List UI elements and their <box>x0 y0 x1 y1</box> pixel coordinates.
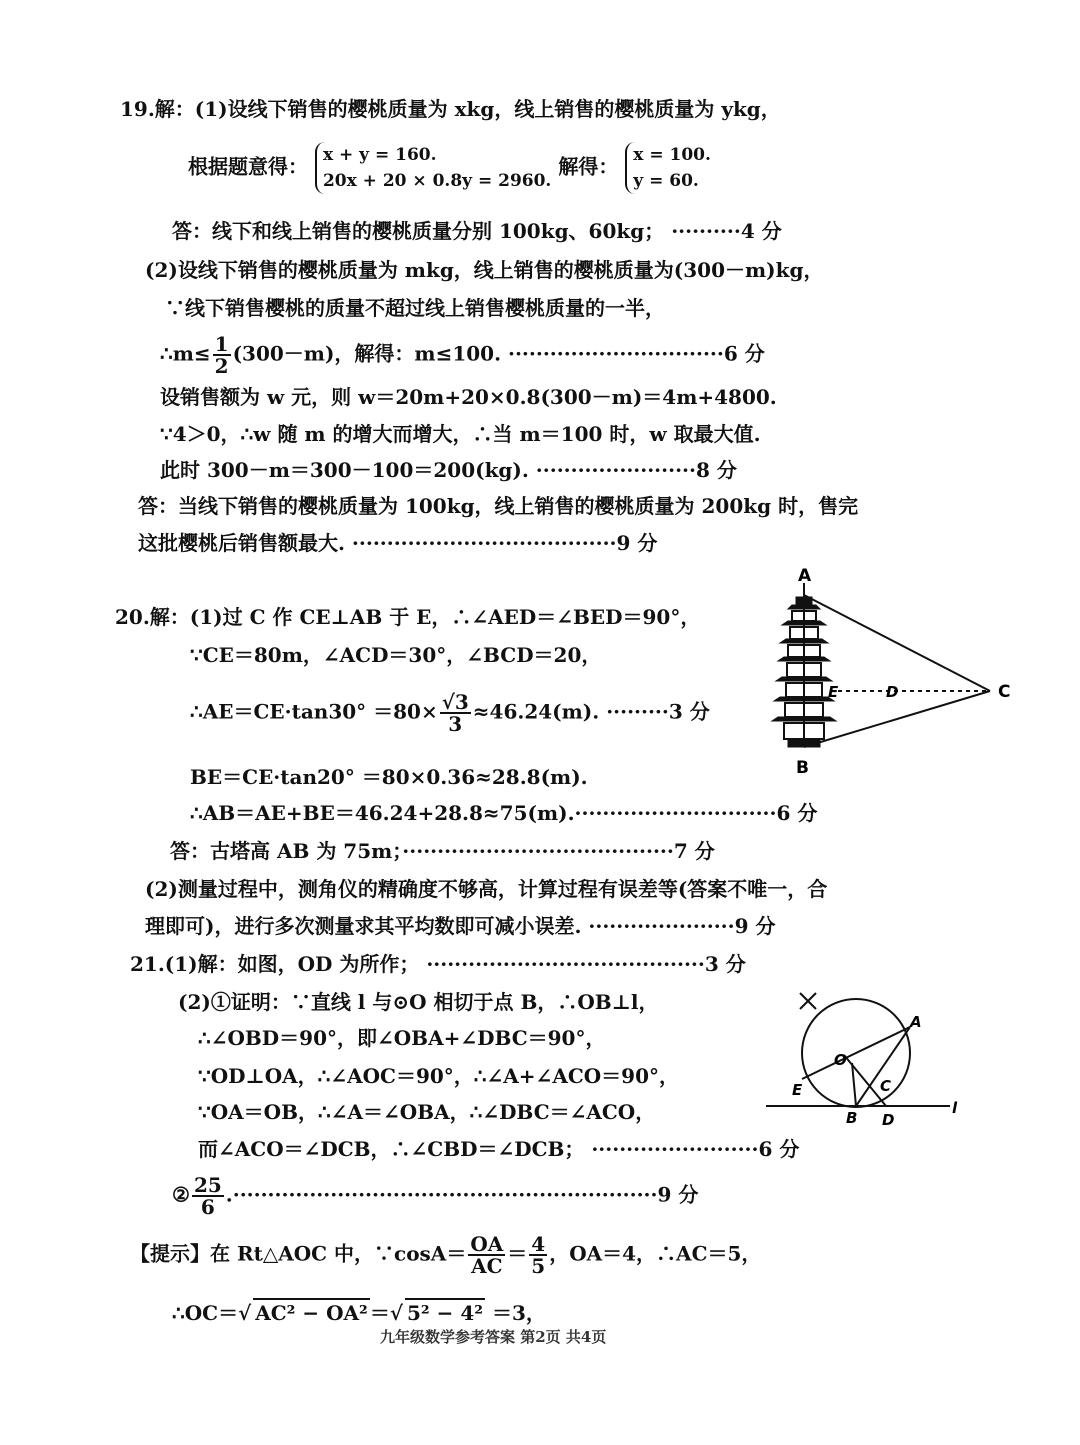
q19-line10: 答：当线下销售的樱桃质量为 100kg，线上销售的樱桃质量为 200kg 时，售完 <box>138 494 859 518</box>
q19-ineq-rhs: (300－m)，解得：m≤100. ·······························6 分 <box>232 341 765 366</box>
pagoda-label-d: D <box>886 683 899 701</box>
q19-line7: 设销售额为 w 元，则 w＝20m+20×0.8(300－m)＝4m+4800. <box>160 385 777 409</box>
q21-hint-text: 【提示】在 Rt△AOC 中，∵cosA＝ <box>130 1241 467 1266</box>
q20-line4: BE＝CE·tan20° ＝80×0.36≈28.8(m). <box>190 765 588 789</box>
fraction-denominator: 3 <box>448 712 463 736</box>
q19-ineq-lhs: ∴m≤ <box>160 341 211 366</box>
fraction-denominator: 6 <box>200 1195 215 1219</box>
fraction-denominator: 2 <box>214 354 229 378</box>
q20-ae-expr: ∴AE＝CE·tan30° ＝80× <box>190 699 438 724</box>
circle-label-d: D <box>882 1111 895 1129</box>
q21-line7 <box>172 1175 698 1217</box>
q21-sqrt-expression-1: AC² − OA² <box>253 1298 370 1326</box>
q21-line2: (2)①证明：∵直线 l 与⊙O 相切于点 B，∴OB⊥l， <box>178 990 659 1014</box>
q21-line1: 21.(1)解：如图，OD 为所作； ········································3 分 <box>130 952 746 976</box>
q20-line3 <box>190 692 710 734</box>
q21-part2-marker: ② <box>172 1182 190 1207</box>
q20-line2: ∵CE＝80m，∠ACD＝30°，∠BCD＝20， <box>190 643 602 667</box>
pagoda-label-e: E <box>828 683 839 701</box>
fraction-numerator: OA <box>470 1232 504 1256</box>
q19-equation-2: 20x + 20 × 0.8y = 2960. <box>322 171 552 191</box>
pagoda-label-c: C <box>998 682 1011 702</box>
q21-hint-fraction-4-5 <box>529 1234 547 1276</box>
q19-line8: ∵4＞0，∴w 随 m 的增大而增大，∴当 m＝100 时，w 取最大值. <box>160 422 761 446</box>
q19-line11: 这批樱桃后销售额最大. ······································9 分 <box>138 531 658 555</box>
line-AC <box>804 595 990 691</box>
circle-label-a: A <box>910 1013 922 1031</box>
q20-line8: 理即可)，进行多次测量求其平均数即可减小误差. ·····················9 分 <box>145 914 776 938</box>
circle-label-l: l <box>952 1099 958 1117</box>
fraction-denominator: 5 <box>531 1254 546 1278</box>
q20-line1: 20.解：(1)过 C 作 CE⊥AB 于 E，∴∠AED＝∠BED＝90°， <box>115 605 701 629</box>
q21-circle-figure <box>760 985 970 1135</box>
q21-oc-result: ＝3， <box>485 1301 546 1325</box>
sqrt-icon: √ <box>389 1301 403 1325</box>
q21-line5: ∵OA＝OB，∴∠A＝∠OBA，∴∠DBC＝∠ACO， <box>198 1100 656 1124</box>
sqrt-icon: √ <box>238 1301 252 1325</box>
pagoda-label-a: A <box>798 566 812 586</box>
q19-system-solution <box>625 142 711 194</box>
page-footer: 九年级数学参考答案 第2页 共4页 <box>380 1328 607 1346</box>
q19-solution-y: y = 60. <box>633 171 699 191</box>
q19-solution-x: x = 100. <box>633 145 711 165</box>
q21-hint-result: ，OA＝4，∴AC＝5， <box>549 1241 762 1266</box>
q21-line6: 而∠ACO＝∠DCB，∴∠CBD＝∠DCB； ························6 分 <box>198 1137 800 1161</box>
fraction-numerator: 1 <box>214 332 229 356</box>
q19-line1: 19.解：(1)设线下销售的樱桃质量为 xkg，线上销售的樱桃质量为 ykg， <box>120 97 781 121</box>
q19-line5: ∵线下销售樱桃的质量不超过线上销售樱桃质量的一半， <box>165 296 665 320</box>
q20-fraction-sqrt3 <box>440 692 471 734</box>
fraction-denominator: AC <box>471 1254 503 1278</box>
q21-sqrt-expression-2: 5² − 4² <box>405 1298 485 1326</box>
fraction-numerator: √3 <box>441 690 469 714</box>
q20-pagoda-figure <box>760 565 1030 785</box>
q19-equation-1: x + y = 160. <box>322 145 437 165</box>
circle-label-e: E <box>792 1081 803 1099</box>
q19-fraction-half <box>213 334 231 376</box>
circle-label-o: O <box>834 1051 847 1069</box>
q19-setup-label: 根据题意得： <box>188 154 308 179</box>
fraction-numerator: 4 <box>531 1232 546 1256</box>
q21-answer-fraction <box>192 1175 224 1217</box>
q21-hint-fraction-oa-ac <box>468 1234 505 1276</box>
q21-hint-equals: ＝ <box>507 1241 528 1266</box>
line-EA <box>802 1027 910 1079</box>
q21-answer-score: .·····························································9 分 <box>225 1182 699 1207</box>
pagoda-label-b: B <box>796 758 809 778</box>
q19-line4: (2)设线下销售的樱桃质量为 mkg，线上销售的樱桃质量为(300－m)kg， <box>145 258 824 282</box>
q19-system-equations <box>315 142 551 194</box>
q20-line6: 答：古塔高 AB 为 75m；·······································7 分 <box>170 839 715 863</box>
circle-label-b: B <box>846 1109 858 1127</box>
fraction-numerator: 25 <box>193 1173 222 1197</box>
q20-line7: (2)测量过程中，测角仪的精确度不够高，计算过程有误差等(答案不唯一，合 <box>145 877 828 901</box>
q20-line5: ∴AB＝AE+BE＝46.24+28.8≈75(m).·····························6 分 <box>190 801 818 825</box>
q21-equals: ＝ <box>369 1301 390 1325</box>
q19-line9: 此时 300－m＝300－100＝200(kg). ·······················8 分 <box>160 458 737 482</box>
q21-line3: ∴∠OBD＝90°，即∠OBA+∠DBC＝90°， <box>198 1026 606 1050</box>
q21-hint-line <box>130 1234 761 1276</box>
q21-last-line <box>172 1298 546 1326</box>
q20-ae-result: ≈46.24(m). ·········3 分 <box>472 699 710 724</box>
q21-oc-label: ∴OC＝ <box>172 1301 239 1325</box>
circle-label-c: C <box>880 1077 892 1095</box>
q19-line6 <box>160 334 765 376</box>
q19-solve-label: 解得： <box>558 154 619 179</box>
q19-line2 <box>188 142 711 194</box>
q21-line4: ∵OD⊥OA，∴∠AOC＝90°，∴∠A+∠ACO＝90°， <box>198 1064 680 1088</box>
q19-line3: 答：线下和线上销售的樱桃质量分别 100kg、60kg； ··········4 分 <box>172 219 782 243</box>
